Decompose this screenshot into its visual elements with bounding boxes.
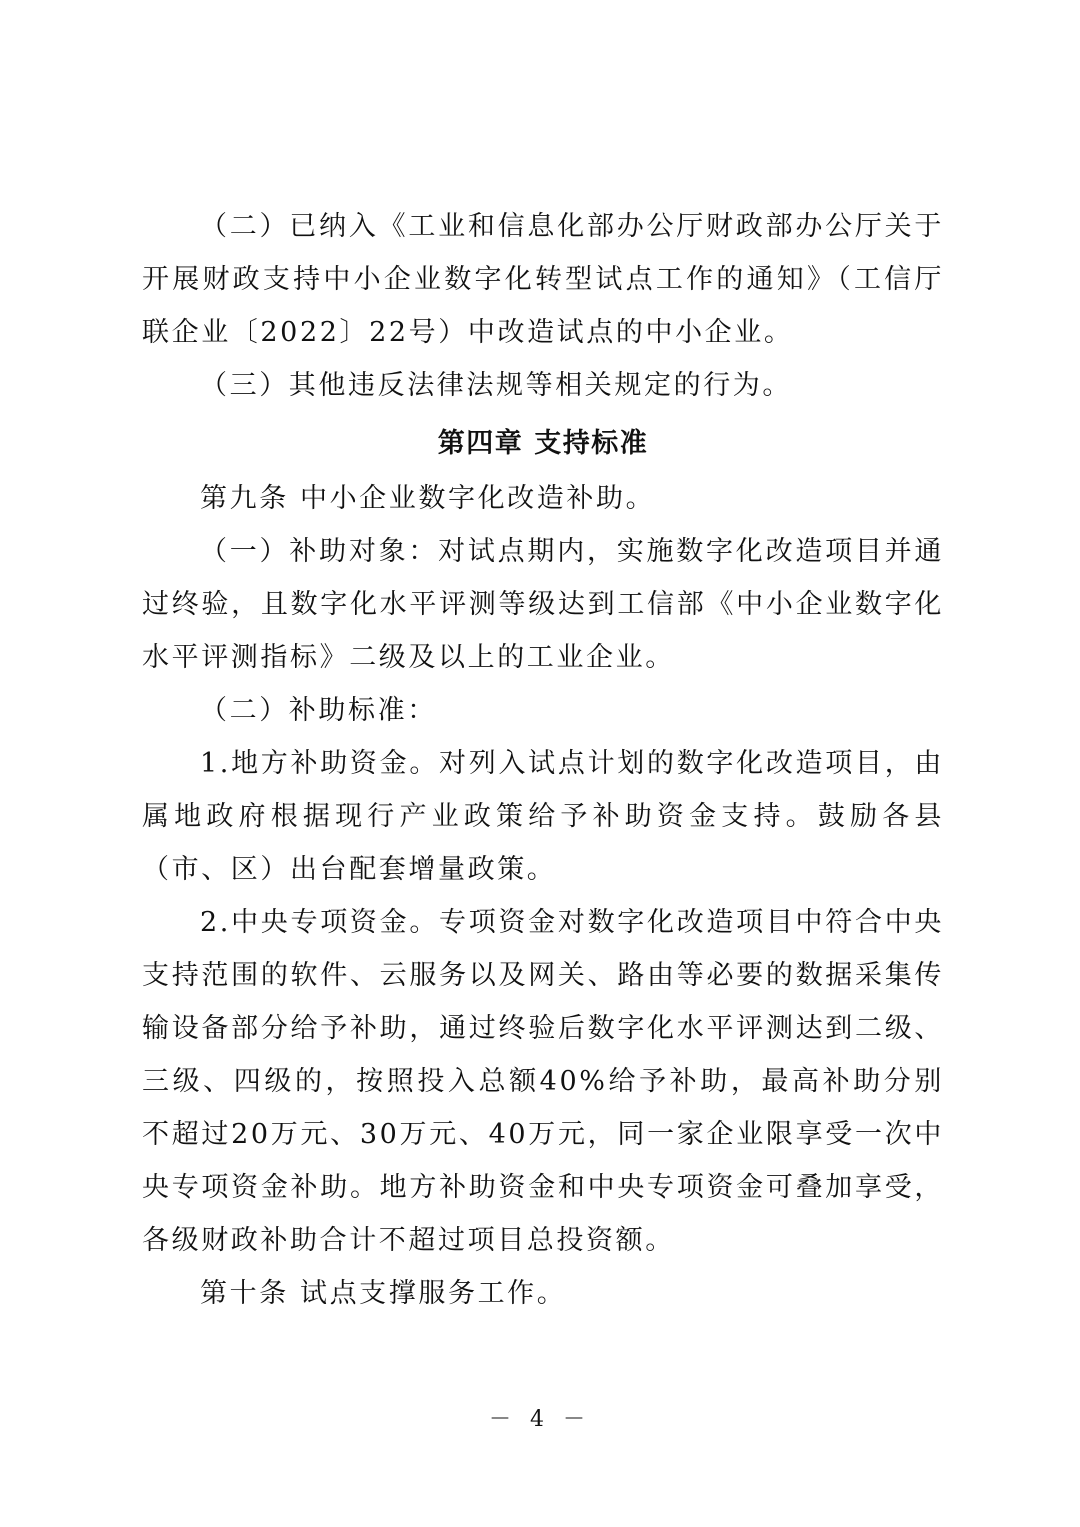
article-ten-title: 第十条 试点支撑服务工作。 [200,1278,567,1309]
page-number: － 4 － [489,1407,591,1432]
chapter-heading: 第四章 支持标准 [437,428,649,459]
paragraph-local-subsidy: 1.地方补助资金。对列入试点计划的数字化改造项目，由属地政府根据现行产业政策给予补助资金支持。鼓励各县（市、区）出台配套增量政策。 [142,748,944,885]
article-nine-title: 第九条 中小企业数字化改造补助。 [200,483,656,514]
paragraph-subsidy-standard-title: （二）补助标准： [200,695,437,726]
paragraph-excluded-pilot-enterprises: （二）已纳入《工业和信息化部办公厅财政部办公厅关于开展财政支持中小企业数字化转型试点工作的通知》（工信厅联企业〔2022〕22号）中改造试点的中小企业。 [142,211,944,348]
paragraph-subsidy-target: （一）补助对象：对试点期内，实施数字化改造项目并通过终验，且数字化水平评测等级达到工信部《中小企业数字化水平评测指标》二级及以上的工业企业。 [142,536,944,673]
document-body [142,200,944,1320]
paragraph-central-fund: 2.中央专项资金。专项资金对数字化改造项目中符合中央支持范围的软件、云服务以及网关、路由等必要的数据采集传输设备部分给予补助，通过终验后数字化水平评测达到二级、三级、四级的，按照投入总额40%给予补助，最高补助分别不超过20万元、30万元、40万元，同一家企业限享受一次中央专项资金补助。地方补助资金和中央专项资金可叠加享受，各级财政补助合计不超过项目总投资额。 [142,907,944,1256]
paragraph-other-violations: （三）其他违反法律法规等相关规定的行为。 [200,370,792,401]
